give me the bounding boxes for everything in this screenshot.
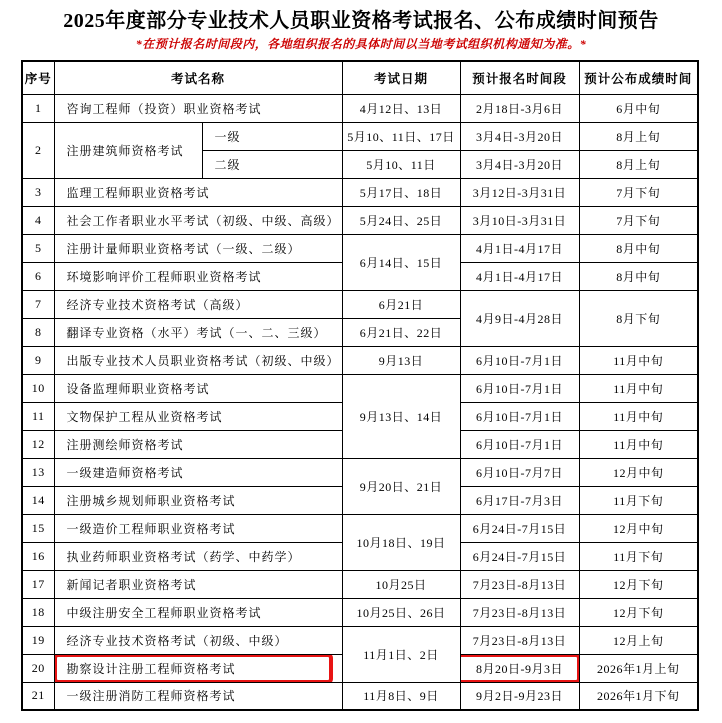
- reg-period: 6月10日-7月7日: [460, 458, 579, 486]
- table-row: [22, 570, 698, 598]
- exam-name: 经济专业技术资格考试（初级、中级）: [54, 626, 342, 654]
- col-header-exam-name: 考试名称: [54, 61, 342, 94]
- exam-no: 9: [22, 346, 54, 374]
- result-time: 7月下旬: [579, 178, 698, 206]
- result-time: 8月上旬: [579, 150, 698, 178]
- exam-no: 2: [22, 122, 54, 178]
- result-time: 2026年1月上旬: [579, 654, 698, 682]
- exam-name: [54, 654, 342, 682]
- exam-no: 3: [22, 178, 54, 206]
- exam-name-text: 勘察设计注册工程师资格考试: [66, 661, 236, 676]
- col-header-no: 序号: [22, 61, 54, 94]
- reg-period: 6月10日-7月1日: [460, 346, 579, 374]
- result-time: 12月下旬: [579, 570, 698, 598]
- page-title: 2025年度部分专业技术人员职业资格考试报名、公布成绩时间预告: [63, 10, 659, 32]
- reg-period: 6月24日-7月15日: [460, 542, 579, 570]
- result-time: 11月下旬: [579, 486, 698, 514]
- result-time: 11月下旬: [579, 542, 698, 570]
- exam-no: 16: [22, 542, 54, 570]
- reg-period: 3月4日-3月20日: [460, 122, 579, 150]
- exam-name: 一级造价工程师职业资格考试: [54, 514, 342, 542]
- exam-no: 10: [22, 374, 54, 402]
- reg-period: 2月18日-3月6日: [460, 94, 579, 122]
- exam-no: 21: [22, 682, 54, 710]
- exam-name: 新闻记者职业资格考试: [54, 570, 342, 598]
- exam-sub-level: 二级: [202, 150, 342, 178]
- reg-period: 7月23日-8月13日: [460, 570, 579, 598]
- exam-no: 13: [22, 458, 54, 486]
- result-time: 2026年1月下旬: [579, 682, 698, 710]
- header-row: [22, 61, 698, 94]
- exam-name: 翻译专业资格（水平）考试（一、二、三级）: [54, 318, 342, 346]
- result-time: 8月中旬: [579, 234, 698, 262]
- result-time: 12月上旬: [579, 626, 698, 654]
- exam-date: 4月12日、13日: [342, 94, 460, 122]
- exam-name: 咨询工程师（投资）职业资格考试: [54, 94, 342, 122]
- result-time: 11月中旬: [579, 346, 698, 374]
- result-time: 12月下旬: [579, 598, 698, 626]
- exam-no: 6: [22, 262, 54, 290]
- exam-date: 10月25日: [342, 570, 460, 598]
- exam-date: 9月13日、14日: [342, 374, 460, 458]
- exam-date: 5月17日、18日: [342, 178, 460, 206]
- exam-no: 8: [22, 318, 54, 346]
- table-row: [22, 346, 698, 374]
- exam-name: 经济专业技术资格考试（高级）: [54, 290, 342, 318]
- exam-schedule-table: [21, 60, 699, 711]
- col-header-exam-date: 考试日期: [342, 61, 460, 94]
- table-row: [22, 682, 698, 710]
- reg-period: 3月10日-3月31日: [460, 206, 579, 234]
- result-time: 6月中旬: [579, 94, 698, 122]
- reg-period: 6月10日-7月1日: [460, 374, 579, 402]
- reg-period-text: 8月20日-9月3日: [476, 661, 564, 676]
- table-row: [22, 122, 698, 150]
- exam-date: 11月1日、2日: [342, 626, 460, 682]
- table-row: [22, 178, 698, 206]
- exam-name: 执业药师职业资格考试（药学、中药学）: [54, 542, 342, 570]
- reg-period: 7月23日-8月13日: [460, 626, 579, 654]
- exam-no: 4: [22, 206, 54, 234]
- table-row: [22, 94, 698, 122]
- exam-date: 5月10、11日: [342, 150, 460, 178]
- exam-name: 注册测绘师资格考试: [54, 430, 342, 458]
- exam-date: 6月21日、22日: [342, 318, 460, 346]
- reg-period: [460, 654, 579, 682]
- result-time: 12月中旬: [579, 514, 698, 542]
- table-row: [22, 234, 698, 262]
- result-time: 8月下旬: [579, 290, 698, 346]
- table-row: [22, 374, 698, 402]
- exam-no: 1: [22, 94, 54, 122]
- exam-date: 9月20日、21日: [342, 458, 460, 514]
- reg-period: 9月2日-9月23日: [460, 682, 579, 710]
- notice-text: *在预计报名时间段内，各地组织报名的具体时间以当地考试组织机构通知为准。*: [135, 37, 587, 51]
- exam-name: 一级建造师资格考试: [54, 458, 342, 486]
- table-row: [22, 514, 698, 542]
- reg-period: 3月4日-3月20日: [460, 150, 579, 178]
- reg-period: 6月10日-7月1日: [460, 402, 579, 430]
- result-time: 8月中旬: [579, 262, 698, 290]
- exam-date: 10月18日、19日: [342, 514, 460, 570]
- exam-name: 社会工作者职业水平考试（初级、中级、高级）: [54, 206, 342, 234]
- exam-name: 注册城乡规划师职业资格考试: [54, 486, 342, 514]
- table-row: [22, 206, 698, 234]
- result-time: 11月中旬: [579, 402, 698, 430]
- exam-name: 中级注册安全工程师职业资格考试: [54, 598, 342, 626]
- exam-date: 6月14日、15日: [342, 234, 460, 290]
- exam-name: 文物保护工程从业资格考试: [54, 402, 342, 430]
- exam-no: 7: [22, 290, 54, 318]
- exam-no: 18: [22, 598, 54, 626]
- table-row: [22, 290, 698, 318]
- result-time: 11月中旬: [579, 374, 698, 402]
- exam-no: 5: [22, 234, 54, 262]
- exam-name: 注册建筑师资格考试: [54, 122, 202, 178]
- exam-name: 监理工程师职业资格考试: [54, 178, 342, 206]
- exam-no: 17: [22, 570, 54, 598]
- exam-no: 20: [22, 654, 54, 682]
- reg-period: 4月1日-4月17日: [460, 262, 579, 290]
- reg-period: 3月12日-3月31日: [460, 178, 579, 206]
- reg-period: 7月23日-8月13日: [460, 598, 579, 626]
- exam-no: 19: [22, 626, 54, 654]
- exam-date: 5月24日、25日: [342, 206, 460, 234]
- table-row: [22, 626, 698, 654]
- exam-name: 注册计量师职业资格考试（一级、二级）: [54, 234, 342, 262]
- exam-no: 11: [22, 402, 54, 430]
- col-header-reg-period: 预计报名时间段: [460, 61, 579, 94]
- exam-date: 9月13日: [342, 346, 460, 374]
- reg-period: 6月17日-7月3日: [460, 486, 579, 514]
- exam-name: 环境影响评价工程师职业资格考试: [54, 262, 342, 290]
- result-time: 7月下旬: [579, 206, 698, 234]
- col-header-result-time: 预计公布成绩时间: [579, 61, 698, 94]
- exam-name: 一级注册消防工程师资格考试: [54, 682, 342, 710]
- reg-period: 4月9日-4月28日: [460, 290, 579, 346]
- reg-period: 6月24日-7月15日: [460, 514, 579, 542]
- exam-no: 12: [22, 430, 54, 458]
- table-row: [22, 458, 698, 486]
- exam-no: 15: [22, 514, 54, 542]
- exam-no: 14: [22, 486, 54, 514]
- exam-date: 11月8日、9日: [342, 682, 460, 710]
- reg-period: 4月1日-4月17日: [460, 234, 579, 262]
- exam-date: 10月25日、26日: [342, 598, 460, 626]
- exam-name: 设备监理师职业资格考试: [54, 374, 342, 402]
- table-row: [22, 598, 698, 626]
- result-time: 11月中旬: [579, 430, 698, 458]
- exam-date: 5月10、11日、17日: [342, 122, 460, 150]
- exam-name: 出版专业技术人员职业资格考试（初级、中级）: [54, 346, 342, 374]
- exam-sub-level: 一级: [202, 122, 342, 150]
- exam-date: 6月21日: [342, 290, 460, 318]
- result-time: 12月中旬: [579, 458, 698, 486]
- result-time: 8月上旬: [579, 122, 698, 150]
- reg-period: 6月10日-7月1日: [460, 430, 579, 458]
